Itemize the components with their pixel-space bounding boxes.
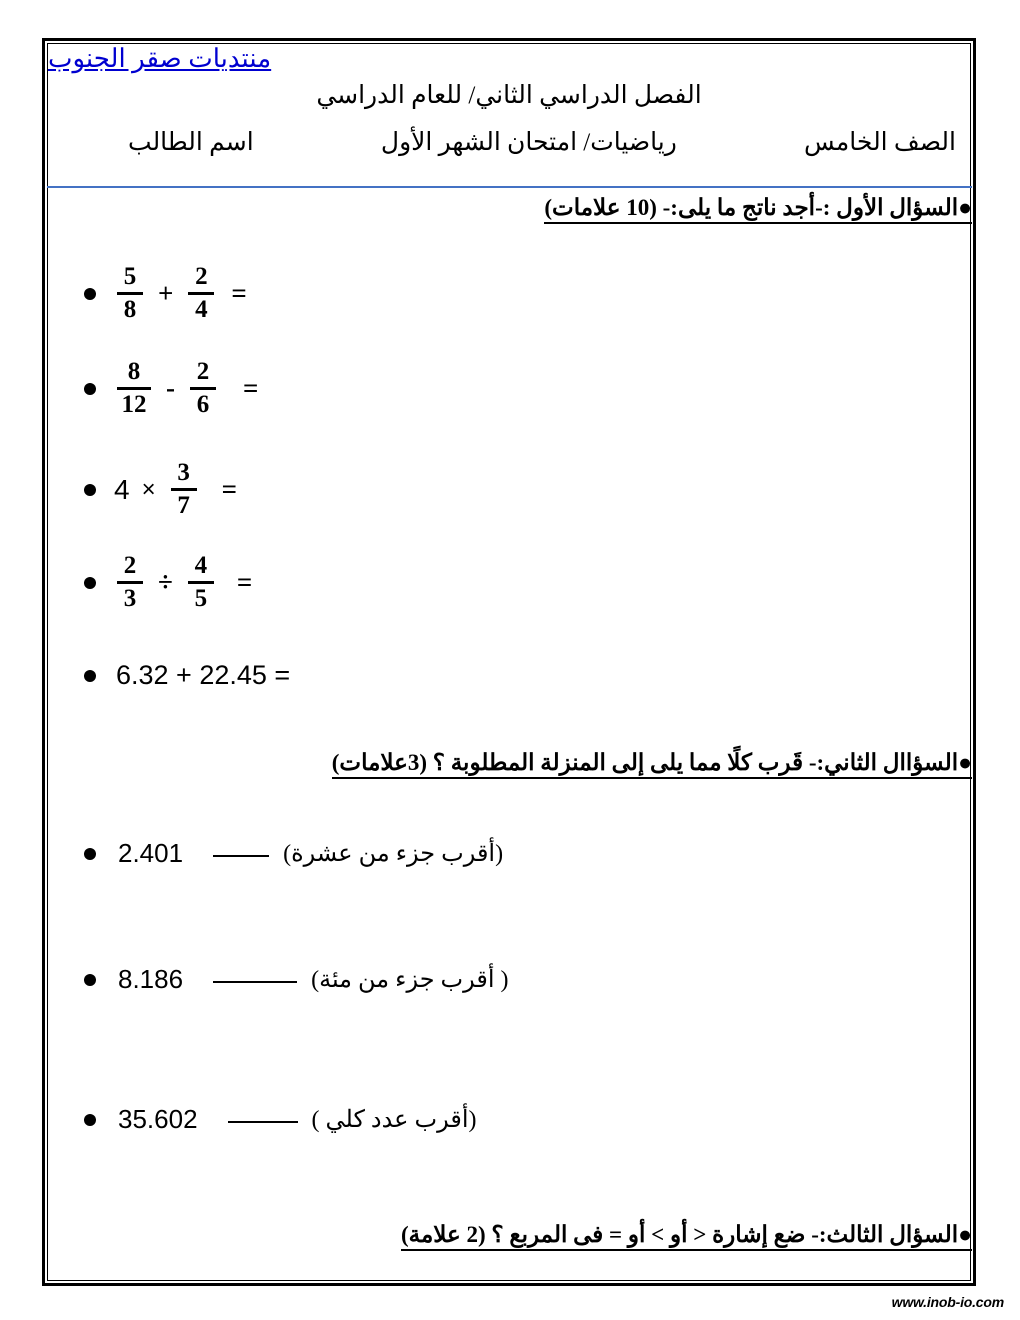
fraction-2-6 (190, 359, 216, 419)
equals-sign: = (221, 474, 237, 505)
header-term-line: الفصل الدراسي الثاني/ للعام الدراسي (316, 82, 702, 109)
fraction-bar (190, 387, 216, 390)
q1-item-3 (84, 460, 237, 520)
bullet-icon (84, 848, 96, 860)
bullet-icon (84, 974, 96, 986)
fraction-bar (117, 292, 143, 295)
header-subject-line: رياضيات/ امتحان الشهر الأول (380, 129, 677, 157)
bullet-icon (84, 577, 96, 589)
q1-item-1 (84, 264, 247, 324)
header-grade-label: الصف الخامس (804, 129, 956, 157)
header-student-name-label: اسم الطالب (128, 129, 254, 157)
header-info-row (48, 127, 970, 157)
bullet-icon (84, 288, 96, 300)
fraction-denominator: 4 (195, 296, 208, 324)
fraction-numerator: 8 (127, 358, 141, 385)
fraction-numerator: 2 (123, 552, 137, 579)
q2-item-3 (84, 1104, 476, 1135)
fraction-numerator: 3 (177, 459, 190, 486)
operator-minus: - (166, 373, 175, 404)
round-number: 8.186 (118, 964, 184, 994)
fraction-numerator: 2 (196, 358, 210, 385)
round-place-label: ( أقرب جزء من مئة) (311, 967, 509, 993)
answer-blank-line[interactable] (213, 981, 297, 983)
forum-watermark-link[interactable]: منتديات صقر الجنوب (48, 44, 272, 73)
fraction-bar (117, 387, 151, 390)
header-separator-rule (47, 186, 972, 188)
equals-sign: = (231, 278, 247, 309)
q2-item-1 (84, 838, 503, 869)
fraction-bar (171, 488, 197, 491)
fraction-5-8 (117, 264, 143, 324)
q1-item-2 (84, 359, 258, 419)
round-place-label: (أقرب عدد كلي ) (311, 1107, 477, 1133)
bullet-icon (84, 1114, 96, 1126)
fraction-numerator: 4 (194, 552, 208, 579)
question-2-heading: ●السؤاال الثاني:- قَرب كلًا مما يلى إلى المنزلة المطلوبة ؟ (3علامات) (332, 750, 972, 779)
operator-plus: + (158, 278, 174, 309)
fraction-8-12 (117, 359, 151, 419)
equals-sign: = (243, 373, 259, 404)
fraction-denominator: 7 (177, 492, 190, 520)
q2-item-2 (84, 964, 509, 995)
fraction-bar (188, 292, 214, 295)
decimal-expression: 6.32 + 22.45 = (116, 660, 291, 690)
fraction-2-3 (117, 553, 143, 613)
fraction-bar (117, 581, 143, 584)
operator-multiply: × (141, 475, 156, 503)
fraction-denominator: 12 (121, 391, 147, 419)
fraction-denominator: 5 (194, 585, 208, 613)
answer-blank-line[interactable] (213, 855, 269, 857)
fraction-4-5 (188, 553, 214, 613)
round-number: 2.401 (118, 838, 184, 868)
round-number: 35.602 (118, 1104, 198, 1134)
question-3-heading: ●السؤال الثالث:- ضع إشارة < أو > أو = فى المربع ؟ (2 علامة) (401, 1222, 972, 1251)
fraction-numerator: 5 (123, 263, 137, 290)
q1-item-5 (84, 660, 290, 691)
fraction-numerator: 2 (195, 263, 208, 290)
footer-website-url[interactable]: www.inob-io.com (891, 1294, 1004, 1310)
fraction-denominator: 3 (123, 585, 137, 613)
whole-number-4: 4 (114, 473, 130, 505)
fraction-denominator: 6 (196, 391, 210, 419)
bullet-icon (84, 670, 96, 682)
question-1-heading: ●السؤال الأول :-أجد ناتج ما يلى:- (10 علامات) (544, 195, 972, 224)
operator-divide: ÷ (158, 567, 173, 598)
fraction-3-7 (171, 460, 197, 520)
bullet-icon (84, 484, 96, 496)
fraction-bar (188, 581, 214, 584)
q1-item-4 (84, 553, 252, 613)
bullet-icon (84, 383, 96, 395)
round-place-label: (أقرب جزء من عشرة) (283, 841, 504, 867)
fraction-2-4 (188, 264, 214, 324)
answer-blank-line[interactable] (228, 1121, 298, 1123)
fraction-denominator: 8 (123, 296, 137, 324)
equals-sign: = (236, 567, 253, 598)
